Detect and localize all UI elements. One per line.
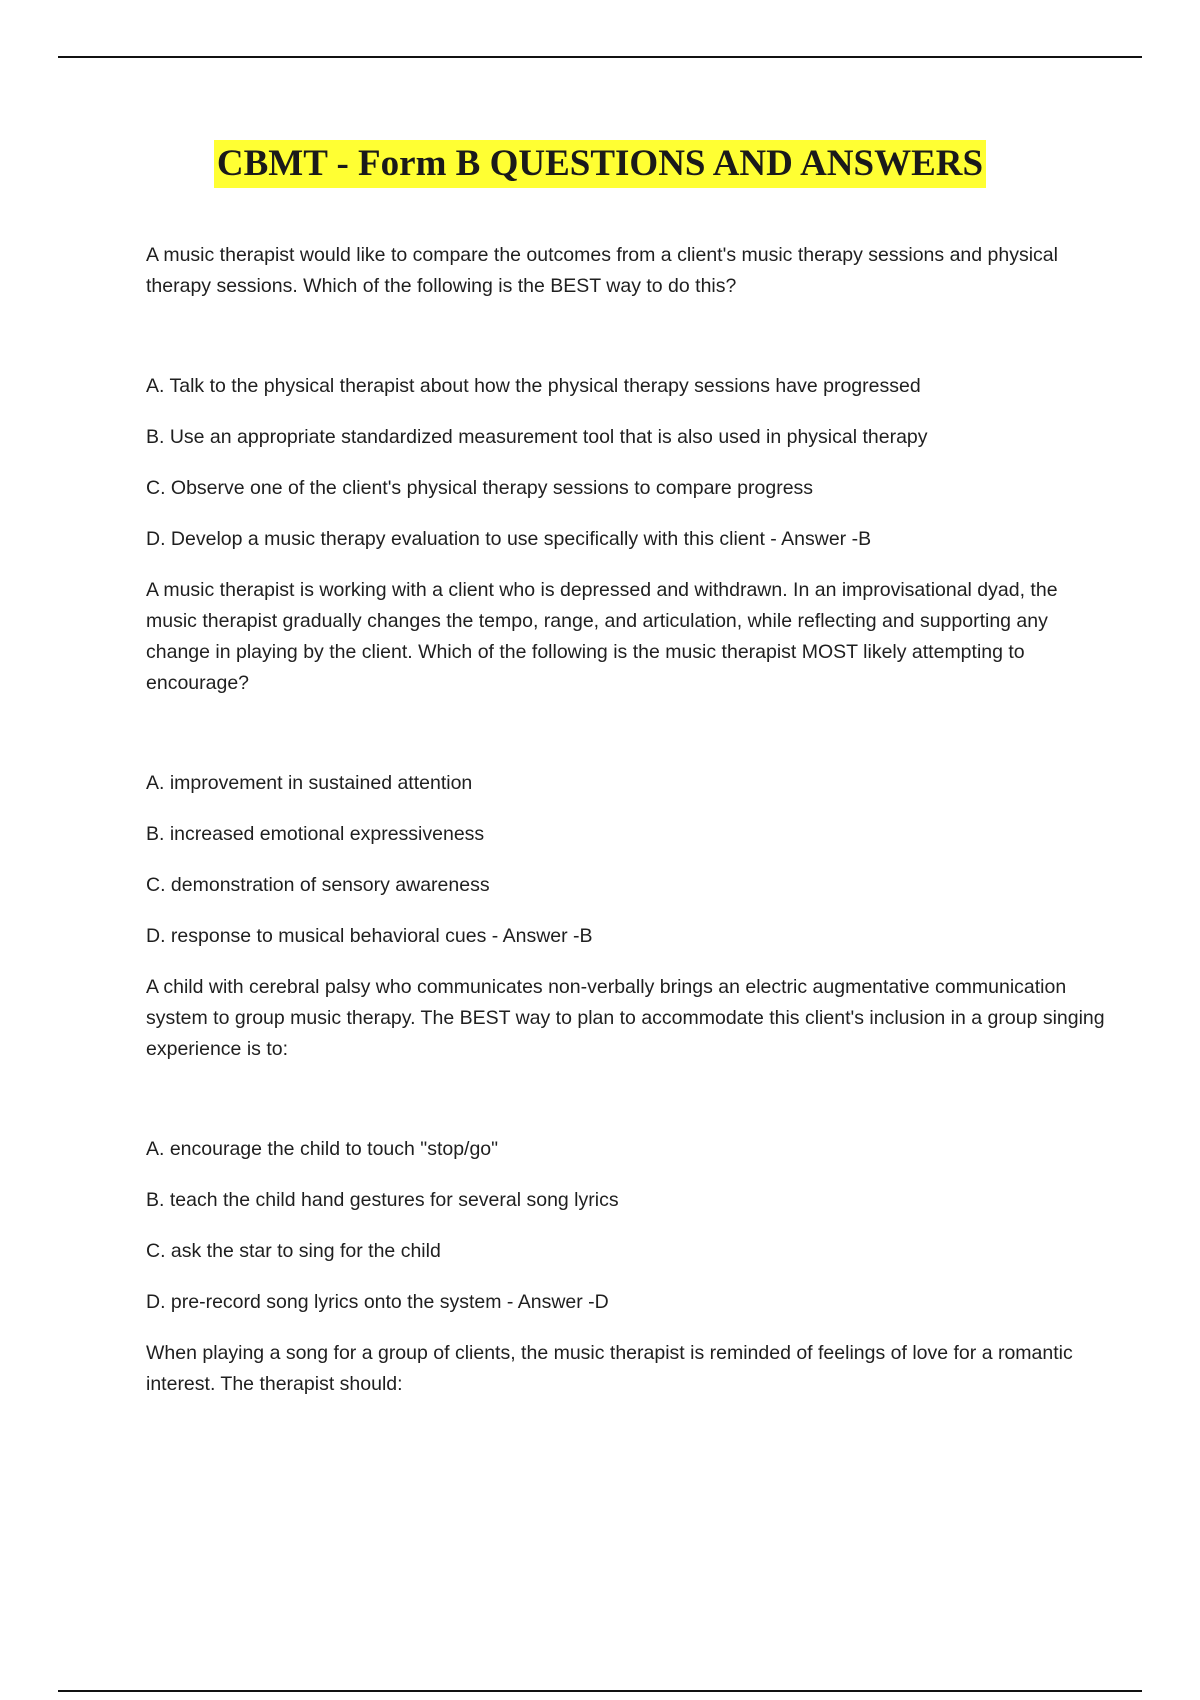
option-c: C. demonstration of sensory awareness <box>146 874 490 896</box>
footer-rule <box>58 1690 1142 1692</box>
option-a: A. improvement in sustained attention <box>146 772 473 794</box>
question-text: A music therapist is working with a client who is depressed and withdrawn. In an improvisational dyad, the music therapist gradually changes the tempo, range, and articulation, while reflecting and supporting any change in playing by the client. Which of the following is the music therapist MOST likely attempting to encourage? <box>146 579 1058 694</box>
option-d: D. response to musical behavioral cues - Answer -B <box>146 925 593 947</box>
document-body <box>146 240 1106 1400</box>
answer-options <box>146 371 1106 555</box>
question-2 <box>146 575 1106 952</box>
question-1 <box>146 240 1106 555</box>
option-b: B. Use an appropriate standardized measurement tool that is also used in physical therapy <box>146 426 928 448</box>
answer-options <box>146 768 1106 952</box>
option-c: C. ask the star to sing for the child <box>146 1240 441 1262</box>
question-3 <box>146 972 1106 1318</box>
question-text: When playing a song for a group of clients, the music therapist is reminded of feelings of love for a romantic interest. The therapist should: <box>146 1342 1073 1395</box>
document-title: CBMT - Form B QUESTIONS AND ANSWERS <box>214 140 986 188</box>
answer-options <box>146 1134 1106 1318</box>
option-d: D. Develop a music therapy evaluation to use specifically with this client - Answer -B <box>146 528 872 550</box>
option-c: C. Observe one of the client's physical therapy sessions to compare progress <box>146 477 814 499</box>
option-d: D. pre-record song lyrics onto the system - Answer -D <box>146 1291 609 1313</box>
option-a: A. encourage the child to touch "stop/go" <box>146 1138 499 1160</box>
option-a: A. Talk to the physical therapist about how the physical therapy sessions have progressed <box>146 375 921 397</box>
question-text: A music therapist would like to compare the outcomes from a client's music therapy sessions and physical therapy sessions. Which of the following is the BEST way to do this? <box>146 244 1058 297</box>
question-4 <box>146 1338 1106 1400</box>
title-container <box>0 140 1200 188</box>
option-b: B. increased emotional expressiveness <box>146 823 485 845</box>
option-b: B. teach the child hand gestures for several song lyrics <box>146 1189 619 1211</box>
header-rule <box>58 56 1142 58</box>
question-text: A child with cerebral palsy who communicates non-verbally brings an electric augmentative communication system to group music therapy. The BEST way to plan to accommodate this client's inclusion in a group singing experience is to: <box>146 976 1105 1060</box>
